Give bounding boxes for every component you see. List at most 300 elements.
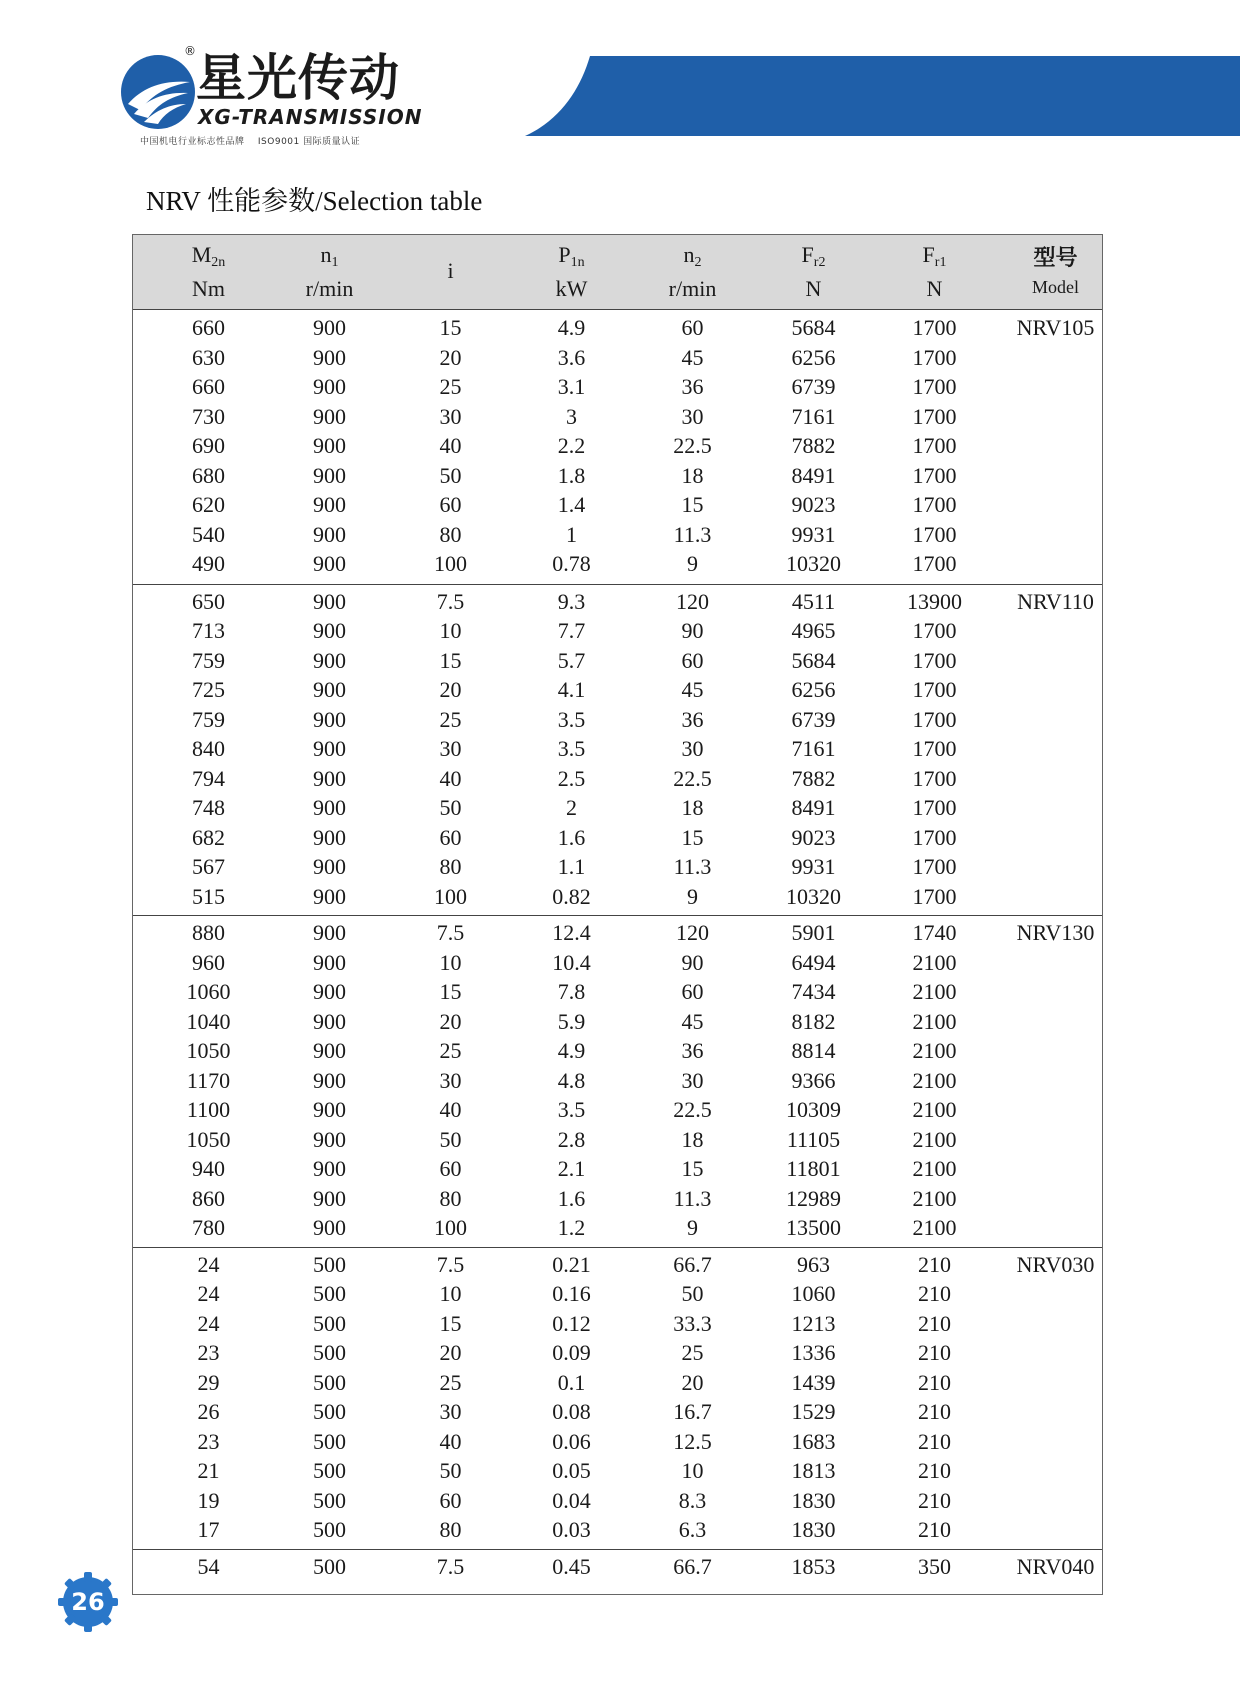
cell-ratio: 100 bbox=[434, 551, 467, 576]
brand-name-english: XG-TRANSMISSION bbox=[198, 105, 423, 129]
cell-fr2: 1439 bbox=[791, 1369, 836, 1395]
cell-fr1: 210 bbox=[918, 1281, 951, 1306]
cell-n2: 11.3 bbox=[673, 521, 712, 547]
table-row bbox=[133, 949, 1102, 977]
cell-ratio: 100 bbox=[434, 1215, 467, 1240]
cell-m2n: 24 bbox=[197, 1281, 220, 1306]
cell-p1n: 3 bbox=[566, 403, 577, 429]
cell-n2: 11.3 bbox=[673, 854, 712, 879]
banner-accent-shape bbox=[525, 56, 1240, 136]
cell-m2n: 630 bbox=[192, 344, 225, 370]
cell-fr1: 1700 bbox=[912, 824, 957, 850]
table-row bbox=[133, 1428, 1102, 1456]
cell-n2: 45 bbox=[681, 344, 704, 370]
table-row bbox=[133, 1096, 1102, 1124]
cell-fr1: 1700 bbox=[912, 374, 957, 399]
cell-n2: 30 bbox=[681, 1067, 704, 1093]
cell-n2: 8.3 bbox=[678, 1487, 707, 1513]
cell-m2n: 567 bbox=[192, 854, 225, 879]
cell-fr2: 1529 bbox=[791, 1399, 836, 1424]
cell-fr2: 9023 bbox=[791, 492, 836, 517]
cell-fr2: 6739 bbox=[791, 706, 836, 732]
cell-fr1: 1700 bbox=[912, 736, 957, 761]
cell-n1: 900 bbox=[313, 647, 346, 673]
cell-m2n: 880 bbox=[192, 920, 225, 945]
cell-fr2: 8491 bbox=[791, 462, 836, 488]
cell-n1: 900 bbox=[313, 588, 346, 614]
cell-m2n: 650 bbox=[192, 588, 225, 614]
cell-n2: 18 bbox=[681, 795, 704, 820]
cell-m2n: 759 bbox=[192, 647, 225, 673]
cell-ratio: 80 bbox=[439, 1185, 462, 1211]
cell-n2: 120 bbox=[676, 920, 709, 945]
cell-ratio: 80 bbox=[439, 521, 462, 547]
cell-n1: 500 bbox=[313, 1553, 346, 1579]
cell-fr1: 1700 bbox=[912, 492, 957, 517]
cert-brand-text: 中国机电行业标志性品牌 bbox=[140, 137, 245, 147]
cell-m2n: 794 bbox=[192, 765, 225, 791]
cell-fr2: 12989 bbox=[786, 1185, 841, 1211]
cell-fr1: 210 bbox=[918, 1487, 951, 1513]
table-row bbox=[133, 765, 1102, 793]
brand-logo-icon bbox=[118, 52, 198, 132]
cell-p1n: 1.6 bbox=[557, 824, 586, 850]
table-row bbox=[133, 1155, 1102, 1183]
cell-m2n: 620 bbox=[192, 492, 225, 517]
model-label: NRV110 bbox=[1017, 588, 1094, 614]
cell-ratio: 25 bbox=[439, 1038, 462, 1063]
table-row bbox=[133, 853, 1102, 881]
table-row bbox=[133, 432, 1102, 460]
cell-m2n: 1170 bbox=[186, 1067, 231, 1093]
cell-p1n: 3.5 bbox=[557, 1097, 586, 1122]
cell-n2: 60 bbox=[681, 979, 704, 1004]
cell-ratio: 15 bbox=[439, 979, 462, 1004]
cell-n1: 900 bbox=[313, 403, 346, 429]
cell-fr2: 6739 bbox=[791, 374, 836, 399]
cell-m2n: 23 bbox=[197, 1340, 220, 1365]
cell-p1n: 0.12 bbox=[552, 1310, 591, 1336]
cell-p1n: 0.05 bbox=[552, 1458, 591, 1483]
cell-fr2: 8491 bbox=[791, 795, 836, 820]
cell-m2n: 54 bbox=[197, 1553, 220, 1579]
cell-fr1: 1700 bbox=[912, 795, 957, 820]
model-group-nrv105 bbox=[133, 311, 1102, 584]
cell-m2n: 515 bbox=[192, 883, 225, 909]
cell-p1n: 1.6 bbox=[557, 1185, 586, 1211]
table-row bbox=[133, 344, 1102, 372]
cell-n2: 18 bbox=[681, 1126, 704, 1152]
page-number: 26 bbox=[71, 1588, 105, 1616]
cell-m2n: 19 bbox=[197, 1487, 220, 1513]
cell-ratio: 30 bbox=[439, 1399, 462, 1424]
cell-n1: 900 bbox=[313, 1126, 346, 1152]
cell-n1: 500 bbox=[313, 1310, 346, 1336]
cell-p1n: 4.9 bbox=[557, 315, 586, 340]
cell-m2n: 1050 bbox=[186, 1038, 231, 1063]
cell-m2n: 24 bbox=[197, 1310, 220, 1336]
cell-n2: 9 bbox=[687, 883, 698, 909]
table-row bbox=[133, 491, 1102, 519]
cell-n2: 45 bbox=[681, 677, 704, 702]
cell-p1n: 3.5 bbox=[557, 736, 586, 761]
cell-p1n: 5.7 bbox=[557, 647, 586, 673]
cell-ratio: 30 bbox=[439, 1067, 462, 1093]
cell-fr2: 8182 bbox=[791, 1008, 836, 1034]
cell-n2: 16.7 bbox=[673, 1399, 712, 1424]
cell-ratio: 30 bbox=[439, 403, 462, 429]
cell-ratio: 80 bbox=[439, 854, 462, 879]
cell-fr2: 9931 bbox=[791, 521, 836, 547]
cell-n2: 25 bbox=[681, 1340, 704, 1365]
cell-ratio: 40 bbox=[439, 765, 462, 791]
cell-m2n: 960 bbox=[192, 949, 225, 975]
cell-ratio: 40 bbox=[439, 1428, 462, 1454]
cell-p1n: 1.2 bbox=[557, 1215, 586, 1240]
cell-fr1: 2100 bbox=[912, 1067, 957, 1093]
cell-ratio: 10 bbox=[439, 618, 462, 643]
cell-m2n: 730 bbox=[192, 403, 225, 429]
cell-n1: 900 bbox=[313, 492, 346, 517]
cell-n2: 45 bbox=[681, 1008, 704, 1034]
cell-n2: 22.5 bbox=[673, 433, 712, 458]
cell-fr1: 2100 bbox=[912, 949, 957, 975]
table-row bbox=[133, 883, 1102, 911]
selection-table bbox=[132, 234, 1103, 1595]
model-label: NRV130 bbox=[1016, 920, 1095, 945]
model-label: NRV105 bbox=[1016, 315, 1095, 340]
cell-p1n: 1 bbox=[566, 521, 577, 547]
cell-n1: 500 bbox=[313, 1340, 346, 1365]
cell-fr2: 5684 bbox=[791, 647, 836, 673]
cell-p1n: 0.21 bbox=[552, 1251, 591, 1277]
cell-fr1: 210 bbox=[918, 1310, 951, 1336]
table-row bbox=[133, 1251, 1102, 1279]
cell-ratio: 60 bbox=[439, 1487, 462, 1513]
cell-n1: 900 bbox=[313, 1067, 346, 1093]
cell-ratio: 80 bbox=[439, 1517, 462, 1542]
cell-p1n: 7.8 bbox=[557, 979, 586, 1004]
cell-n2: 11.3 bbox=[673, 1185, 712, 1211]
cell-fr2: 1683 bbox=[791, 1428, 836, 1454]
cell-n1: 900 bbox=[313, 1097, 346, 1122]
cell-fr1: 2100 bbox=[912, 1185, 957, 1211]
table-row bbox=[133, 1067, 1102, 1095]
cell-ratio: 20 bbox=[439, 1008, 462, 1034]
cell-m2n: 680 bbox=[192, 462, 225, 488]
cell-n1: 900 bbox=[313, 1185, 346, 1211]
table-row bbox=[133, 521, 1102, 549]
cell-m2n: 23 bbox=[197, 1428, 220, 1454]
registered-mark: ® bbox=[184, 44, 196, 58]
cell-p1n: 0.16 bbox=[552, 1281, 591, 1306]
cell-ratio: 25 bbox=[439, 374, 462, 399]
cell-n1: 900 bbox=[313, 854, 346, 879]
cell-p1n: 0.06 bbox=[552, 1428, 591, 1454]
cell-p1n: 3.5 bbox=[557, 706, 586, 732]
cell-n1: 900 bbox=[313, 765, 346, 791]
cell-fr2: 6256 bbox=[791, 677, 836, 702]
cell-ratio: 20 bbox=[439, 677, 462, 702]
cell-fr1: 210 bbox=[918, 1251, 951, 1277]
table-row bbox=[133, 794, 1102, 822]
cell-n2: 9 bbox=[687, 1215, 698, 1240]
cell-m2n: 780 bbox=[192, 1215, 225, 1240]
cell-fr1: 1700 bbox=[912, 433, 957, 458]
cell-n1: 900 bbox=[313, 979, 346, 1004]
cell-m2n: 748 bbox=[192, 795, 225, 820]
cell-p1n: 12.4 bbox=[552, 920, 591, 945]
cell-p1n: 0.78 bbox=[552, 551, 591, 576]
cell-m2n: 1060 bbox=[186, 979, 231, 1004]
cell-n1: 900 bbox=[313, 949, 346, 975]
cell-n2: 60 bbox=[681, 315, 704, 340]
model-label: NRV040 bbox=[1016, 1553, 1095, 1579]
cell-p1n: 2.1 bbox=[557, 1156, 586, 1181]
cell-fr2: 4511 bbox=[791, 588, 836, 614]
cell-m2n: 29 bbox=[197, 1369, 220, 1395]
cell-p1n: 3.1 bbox=[557, 374, 586, 399]
cell-n2: 15 bbox=[681, 1156, 704, 1181]
cell-n1: 900 bbox=[313, 1038, 346, 1063]
cell-fr2: 13500 bbox=[786, 1215, 841, 1240]
cell-fr1: 1740 bbox=[912, 920, 957, 945]
table-row bbox=[133, 1516, 1102, 1544]
cell-fr1: 350 bbox=[918, 1553, 951, 1579]
cell-fr1: 1700 bbox=[912, 462, 957, 488]
cell-m2n: 660 bbox=[192, 374, 225, 399]
cell-fr1: 1700 bbox=[912, 854, 957, 879]
cell-m2n: 26 bbox=[197, 1399, 220, 1424]
cell-n1: 900 bbox=[313, 1156, 346, 1181]
cell-n2: 36 bbox=[681, 706, 704, 732]
cell-n2: 50 bbox=[681, 1281, 704, 1306]
cell-m2n: 1100 bbox=[186, 1097, 231, 1122]
cell-p1n: 0.03 bbox=[552, 1517, 591, 1542]
cell-fr1: 2100 bbox=[912, 1097, 957, 1122]
table-row bbox=[133, 1310, 1102, 1338]
cell-n1: 900 bbox=[313, 706, 346, 732]
cell-n2: 18 bbox=[681, 462, 704, 488]
cell-n2: 90 bbox=[681, 618, 704, 643]
cell-n1: 900 bbox=[313, 315, 346, 340]
table-row bbox=[133, 919, 1102, 947]
cell-fr1: 13900 bbox=[907, 588, 962, 614]
table-row bbox=[133, 1487, 1102, 1515]
cell-p1n: 0.08 bbox=[552, 1399, 591, 1424]
cell-fr1: 210 bbox=[918, 1458, 951, 1483]
cell-p1n: 3.6 bbox=[557, 344, 586, 370]
cell-fr2: 1336 bbox=[791, 1340, 836, 1365]
cell-fr1: 210 bbox=[918, 1340, 951, 1365]
cell-n1: 900 bbox=[313, 344, 346, 370]
cell-ratio: 7.5 bbox=[436, 1553, 465, 1579]
cell-p1n: 9.3 bbox=[557, 588, 586, 614]
cell-fr2: 7882 bbox=[791, 433, 836, 458]
cell-fr1: 1700 bbox=[912, 706, 957, 732]
cell-m2n: 713 bbox=[192, 618, 225, 643]
cell-fr2: 8814 bbox=[791, 1038, 836, 1063]
cell-n2: 120 bbox=[676, 588, 709, 614]
table-row bbox=[133, 1126, 1102, 1154]
cell-fr2: 7882 bbox=[791, 765, 836, 791]
cell-fr2: 963 bbox=[797, 1251, 830, 1277]
cell-n2: 15 bbox=[681, 824, 704, 850]
table-row bbox=[133, 588, 1102, 616]
certification-line bbox=[140, 134, 370, 147]
cell-fr1: 2100 bbox=[912, 979, 957, 1004]
table-row bbox=[133, 403, 1102, 431]
table-row bbox=[133, 1037, 1102, 1065]
cell-m2n: 660 bbox=[192, 315, 225, 340]
cell-m2n: 940 bbox=[192, 1156, 225, 1181]
cell-n2: 66.7 bbox=[673, 1251, 712, 1277]
table-row bbox=[133, 978, 1102, 1006]
cell-ratio: 7.5 bbox=[436, 920, 465, 945]
cell-fr2: 10320 bbox=[786, 551, 841, 576]
cell-fr2: 4965 bbox=[791, 618, 836, 643]
cell-p1n: 4.1 bbox=[557, 677, 586, 702]
table-row bbox=[133, 373, 1102, 401]
cell-p1n: 4.8 bbox=[557, 1067, 586, 1093]
table-row bbox=[133, 824, 1102, 852]
cert-iso-text: ISO9001 国际质量认证 bbox=[257, 137, 361, 147]
cell-ratio: 50 bbox=[439, 1126, 462, 1152]
cell-fr1: 1700 bbox=[912, 521, 957, 547]
cell-p1n: 2 bbox=[566, 795, 577, 820]
cell-p1n: 0.82 bbox=[552, 883, 591, 909]
cell-n2: 36 bbox=[681, 1038, 704, 1063]
cell-ratio: 20 bbox=[439, 344, 462, 370]
cell-m2n: 759 bbox=[192, 706, 225, 732]
cell-ratio: 40 bbox=[439, 433, 462, 458]
cell-p1n: 0.09 bbox=[552, 1340, 591, 1365]
table-row bbox=[133, 1339, 1102, 1367]
cell-ratio: 15 bbox=[439, 647, 462, 673]
cell-m2n: 725 bbox=[192, 677, 225, 702]
page-title: NRV 性能参数/Selection table bbox=[146, 186, 483, 216]
cell-fr1: 210 bbox=[918, 1428, 951, 1454]
cell-fr2: 7434 bbox=[791, 979, 836, 1004]
cell-p1n: 1.8 bbox=[557, 462, 586, 488]
table-row bbox=[133, 1369, 1102, 1397]
cell-ratio: 25 bbox=[439, 706, 462, 732]
cell-m2n: 1050 bbox=[186, 1126, 231, 1152]
cell-fr2: 10320 bbox=[786, 883, 841, 909]
cell-n1: 900 bbox=[313, 433, 346, 458]
cell-fr1: 2100 bbox=[912, 1126, 957, 1152]
cell-n1: 500 bbox=[313, 1251, 346, 1277]
cell-p1n: 0.45 bbox=[552, 1553, 591, 1579]
cell-n2: 12.5 bbox=[673, 1428, 712, 1454]
cell-n1: 900 bbox=[313, 1008, 346, 1034]
table-row bbox=[133, 1008, 1102, 1036]
cell-p1n: 1.4 bbox=[557, 492, 586, 517]
table-row bbox=[133, 1553, 1102, 1581]
cell-fr2: 1213 bbox=[791, 1310, 836, 1336]
cell-n1: 900 bbox=[313, 462, 346, 488]
cell-n1: 900 bbox=[313, 374, 346, 399]
cell-m2n: 860 bbox=[192, 1185, 225, 1211]
cell-fr1: 1700 bbox=[912, 344, 957, 370]
cell-n1: 900 bbox=[313, 883, 346, 909]
cell-fr2: 11801 bbox=[786, 1156, 841, 1181]
cell-fr1: 1700 bbox=[912, 647, 957, 673]
cell-fr1: 2100 bbox=[912, 1008, 957, 1034]
cell-ratio: 40 bbox=[439, 1097, 462, 1122]
cell-fr1: 2100 bbox=[912, 1215, 957, 1240]
cell-n1: 900 bbox=[313, 736, 346, 761]
cell-ratio: 10 bbox=[439, 1281, 462, 1306]
cell-fr2: 6494 bbox=[791, 949, 836, 975]
cell-n1: 500 bbox=[313, 1517, 346, 1542]
table-row bbox=[133, 676, 1102, 704]
cell-m2n: 690 bbox=[192, 433, 225, 458]
cell-n2: 22.5 bbox=[673, 1097, 712, 1122]
cell-fr1: 2100 bbox=[912, 1156, 957, 1181]
cell-fr2: 11105 bbox=[786, 1126, 841, 1152]
cell-n2: 6.3 bbox=[678, 1517, 707, 1542]
cell-ratio: 60 bbox=[439, 824, 462, 850]
cell-fr2: 5901 bbox=[791, 920, 836, 945]
brand-name-chinese: 星光传动 bbox=[196, 49, 400, 107]
cell-fr1: 1700 bbox=[912, 883, 957, 909]
cell-n2: 10 bbox=[681, 1458, 704, 1483]
cell-fr2: 1060 bbox=[791, 1281, 836, 1306]
cell-m2n: 682 bbox=[192, 824, 225, 850]
cell-m2n: 840 bbox=[192, 736, 225, 761]
cell-ratio: 7.5 bbox=[436, 588, 465, 614]
table-row bbox=[133, 1457, 1102, 1485]
cell-fr2: 9931 bbox=[791, 854, 836, 879]
table-header: $M_{2n}$ Nm $n_1$ r/min i $P_{1n}$ kW $n_2$ r/min $F_{r2}$ N $F_{r1}$ N 型号 Model bbox=[133, 235, 1102, 310]
cell-p1n: 0.04 bbox=[552, 1487, 591, 1513]
cell-fr2: 1813 bbox=[791, 1458, 836, 1483]
cell-n1: 500 bbox=[313, 1399, 346, 1424]
cell-p1n: 2.8 bbox=[557, 1126, 586, 1152]
cell-n1: 500 bbox=[313, 1281, 346, 1306]
cell-n1: 500 bbox=[313, 1458, 346, 1483]
cell-n2: 20 bbox=[681, 1369, 704, 1395]
cell-n2: 36 bbox=[681, 374, 704, 399]
cell-fr1: 210 bbox=[918, 1399, 951, 1424]
cell-fr1: 210 bbox=[918, 1517, 951, 1542]
cell-p1n: 2.2 bbox=[557, 433, 586, 458]
cell-ratio: 25 bbox=[439, 1369, 462, 1395]
cell-n2: 30 bbox=[681, 403, 704, 429]
cell-fr1: 1700 bbox=[912, 403, 957, 429]
cell-n1: 900 bbox=[313, 521, 346, 547]
cell-fr1: 2100 bbox=[912, 1038, 957, 1063]
cell-ratio: 50 bbox=[439, 1458, 462, 1483]
cell-n1: 500 bbox=[313, 1487, 346, 1513]
table-row bbox=[133, 550, 1102, 578]
cell-m2n: 540 bbox=[192, 521, 225, 547]
table-row bbox=[133, 735, 1102, 763]
table-row bbox=[133, 1185, 1102, 1213]
cell-n2: 30 bbox=[681, 736, 704, 761]
cell-m2n: 24 bbox=[197, 1251, 220, 1277]
cell-ratio: 60 bbox=[439, 492, 462, 517]
cell-p1n: 7.7 bbox=[557, 618, 586, 643]
cell-n1: 900 bbox=[313, 551, 346, 576]
cell-m2n: 17 bbox=[197, 1517, 220, 1542]
cell-n2: 33.3 bbox=[673, 1310, 712, 1336]
cell-fr2: 1830 bbox=[791, 1487, 836, 1513]
table-row bbox=[133, 617, 1102, 645]
cell-n2: 66.7 bbox=[673, 1553, 712, 1579]
cell-ratio: 30 bbox=[439, 736, 462, 761]
